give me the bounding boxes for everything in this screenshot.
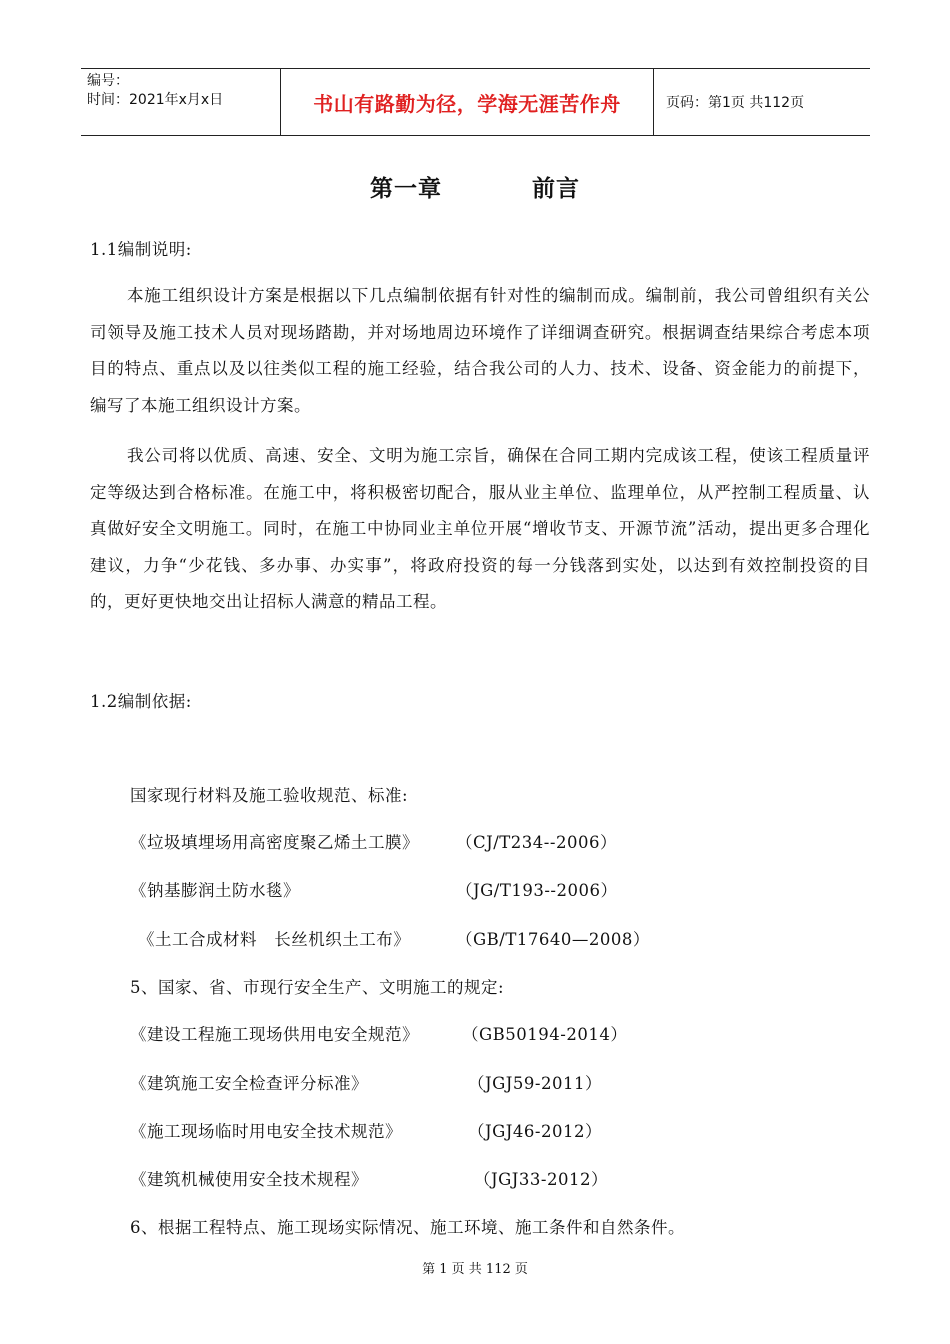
reference-name: 《建设工程施工现场供用电安全规范》 (130, 1025, 419, 1044)
time-label: 时间：2021年x月x日 (87, 92, 224, 108)
paragraph-2: 我公司将以优质、高速、安全、文明为施工宗旨，确保在合同工期内完成该工程，使该工程质量评定等级达到合格标准。在施工中，将积极密切配合，服从业主单位、监理单位，从严控制工程质量、认真做好安全文明施工。同时，在施工中协同业主单位开展“增收节支、开源节流”活动，提出更多合理化建议，力争“少花钱、多办事、办实事”，将政府投资的每一分钱落到实处，以达到有效控制投资的目的，更好更快地交出让招标人满意的精品工程。 (90, 446, 870, 611)
header-motto: 书山有路勤为径，学海无涯苦作舟 (281, 69, 654, 135)
number-label: 编号： (87, 73, 129, 89)
reference-code: （JGJ59-2011） (468, 1074, 602, 1093)
national-standards-intro: 国家现行材料及施工验收规范、标准: (130, 786, 409, 805)
section-heading-1-2: 1.2编制依据: (90, 692, 192, 711)
reference-name: 《垃圾填埋场用高密度聚乙烯土工膜》 (130, 833, 419, 852)
section-heading-1-1: 1.1编制说明: (90, 240, 192, 259)
reference-name: 《建筑机械使用安全技术规程》 (130, 1170, 368, 1189)
reference-name: 《钠基膨润土防水毯》 (130, 881, 300, 900)
reference-name: 《施工现场临时用电安全技术规范》 (130, 1122, 402, 1141)
document-header (81, 68, 870, 136)
header-page-info: 页码：第1页 共112页 (666, 95, 805, 111)
header-meta (81, 69, 281, 135)
reference-code: （JG/T193--2006） (456, 881, 618, 900)
reference-name: 《建筑施工安全检查评分标准》 (130, 1074, 368, 1093)
reference-code: （GB/T17640—2008） (456, 930, 650, 949)
chapter-title: 第一章 前言 (369, 176, 581, 202)
reference-code: （CJ/T234--2006） (456, 833, 617, 852)
item-6: 6、根据工程特点、施工现场实际情况、施工环境、施工条件和自然条件。 (130, 1218, 685, 1237)
safety-rules-intro: 5、国家、省、市现行安全生产、文明施工的规定: (130, 978, 505, 997)
reference-name: 《土工合成材料 长丝机织土工布》 (138, 930, 411, 949)
page-footer: 第 1 页 共 112 页 (422, 1262, 528, 1277)
reference-code: （GB50194-2014） (462, 1025, 628, 1044)
paragraph-1: 本施工组织设计方案是根据以下几点编制依据有针对性的编制而成。编制前，我公司曾组织有关公司领导及施工技术人员对现场踏勘，并对场地周边环境作了详细调查研究。根据调查结果综合考虑本项目的特点、重点以及以往类似工程的施工经验，结合我公司的人力、技术、设备、资金能力的前提下，编写了本施工组织设计方案。 (90, 286, 870, 415)
reference-code: （JGJ33-2012） (474, 1170, 608, 1189)
reference-code: （JGJ46-2012） (468, 1122, 602, 1141)
